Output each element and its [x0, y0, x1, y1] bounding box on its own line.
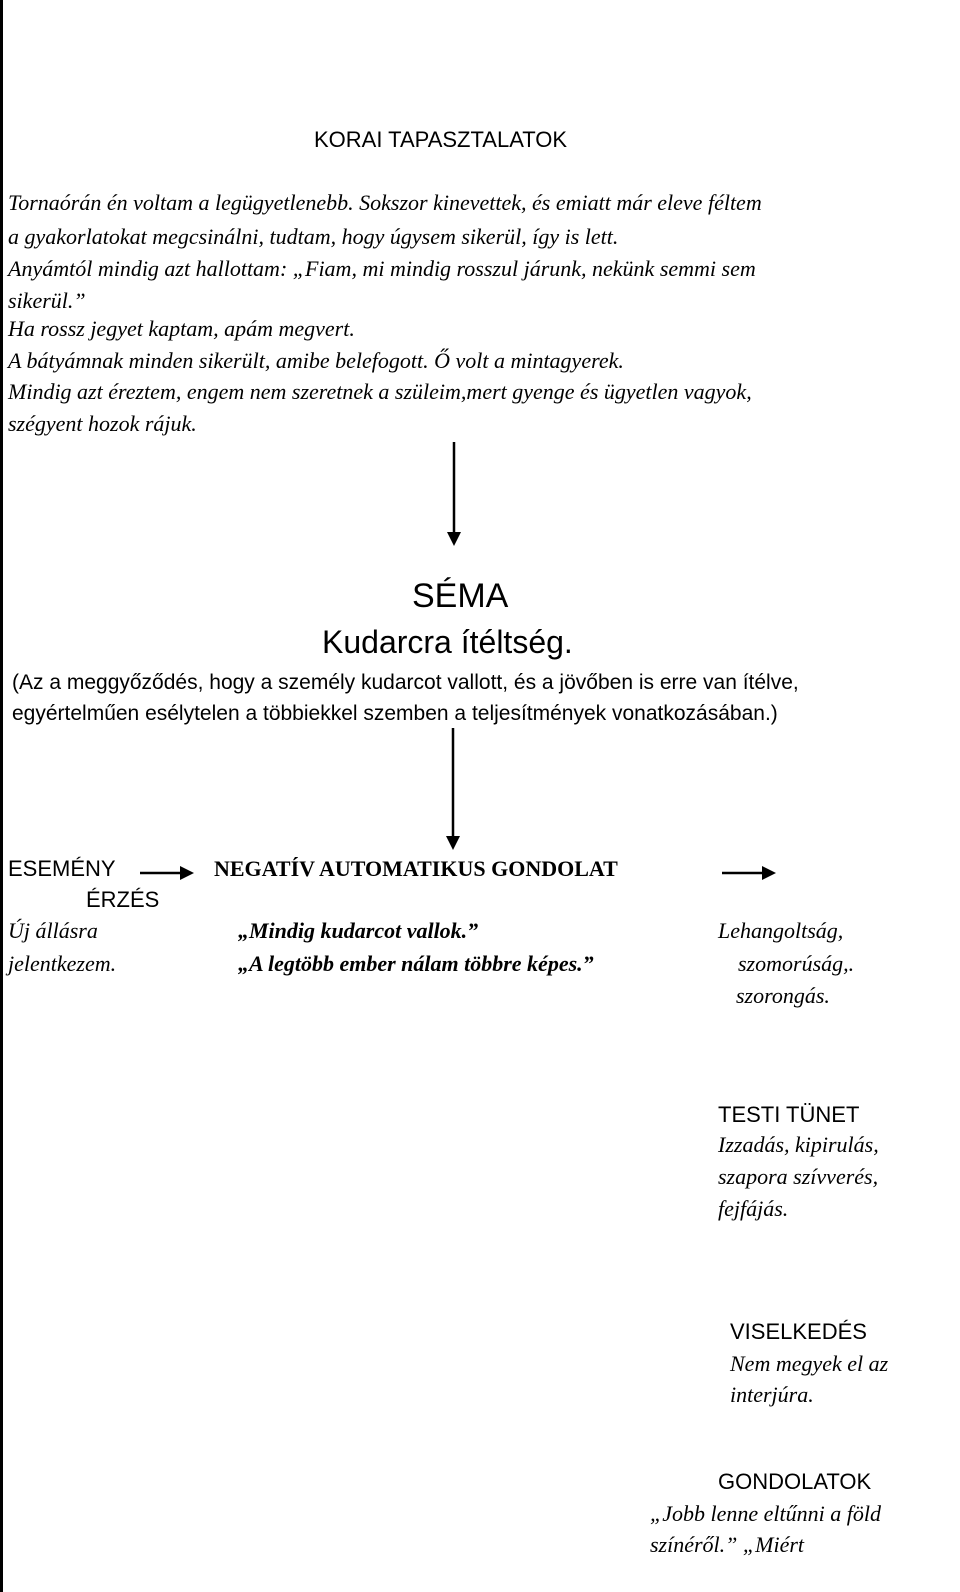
- page-left-border: [0, 0, 3, 1592]
- nat-label: NEGATÍV AUTOMATIKUS GONDOLAT: [214, 856, 618, 881]
- symptoms-text-line: fejfájás.: [718, 1196, 789, 1221]
- schema-definition-line: (Az a meggyőződés, hogy a személy kudarcot vallott, és a jövőben is erre van ítélve,: [12, 671, 799, 694]
- experience-line: szégyent hozok rájuk.: [8, 411, 197, 436]
- thoughts-label: GONDOLATOK: [718, 1469, 872, 1494]
- experience-line: Ha rossz jegyet kaptam, apám megvert.: [8, 316, 355, 341]
- schema-name: Kudarcra ítéltség.: [322, 624, 573, 660]
- feeling-label: ÉRZÉS: [86, 887, 160, 912]
- right-arrow-event-to-thought: [140, 862, 196, 882]
- symptoms-text-line: szapora szívverés,: [718, 1164, 879, 1189]
- thoughts-text-line: „Jobb lenne eltűnni a föld: [650, 1501, 881, 1526]
- schema-title: SÉMA: [412, 577, 509, 615]
- event-text-line: jelentkezem.: [8, 951, 117, 976]
- event-text-line: Új állásra: [8, 918, 98, 943]
- thought-text-line: „A legtöbb ember nálam többre képes.”: [238, 951, 594, 976]
- down-arrow-to-chain: [443, 728, 463, 854]
- thoughts-text-line: színéről.” „Miért: [650, 1532, 805, 1557]
- right-arrow-thought-to-feeling: [722, 862, 778, 882]
- symptoms-text-line: Izzadás, kipirulás,: [718, 1132, 879, 1157]
- thought-text-line: „Mindig kudarcot vallok.”: [238, 918, 479, 943]
- experience-line: Anyámtól mindig azt hallottam: „Fiam, mi mindig rosszul járunk, nekünk semmi sem: [8, 256, 756, 281]
- behavior-label: VISELKEDÉS: [730, 1319, 867, 1344]
- behavior-text-line: Nem megyek el az: [730, 1351, 889, 1376]
- feeling-text-line: Lehangoltság,: [718, 918, 844, 943]
- feeling-text-line: szorongás.: [736, 983, 830, 1008]
- experience-line: sikerül.”: [8, 288, 86, 313]
- experience-line: a gyakorlatokat megcsinálni, tudtam, hogy úgysem sikerül, így is lett.: [8, 224, 619, 249]
- symptoms-label: TESTI TÜNET: [718, 1102, 860, 1127]
- behavior-text-line: interjúra.: [730, 1382, 814, 1407]
- experience-line: Tornaórán én voltam a legügyetlenebb. Sokszor kinevettek, és emiatt már eleve féltem: [8, 190, 762, 215]
- experience-line: A bátyámnak minden sikerült, amibe belefogott. Ő volt a mintagyerek.: [8, 348, 624, 373]
- section-heading: KORAI TAPASZTALATOK: [314, 127, 568, 152]
- event-label: ESEMÉNY: [8, 856, 116, 881]
- schema-definition-line: egyértelműen esélytelen a többiekkel szemben a teljesítmények vonatkozásában.): [12, 702, 778, 725]
- down-arrow-to-schema: [444, 442, 464, 548]
- feeling-text-line: szomorúság,.: [738, 951, 855, 976]
- experience-line: Mindig azt éreztem, engem nem szeretnek a szüleim,mert gyenge és ügyetlen vagyok,: [8, 379, 752, 404]
